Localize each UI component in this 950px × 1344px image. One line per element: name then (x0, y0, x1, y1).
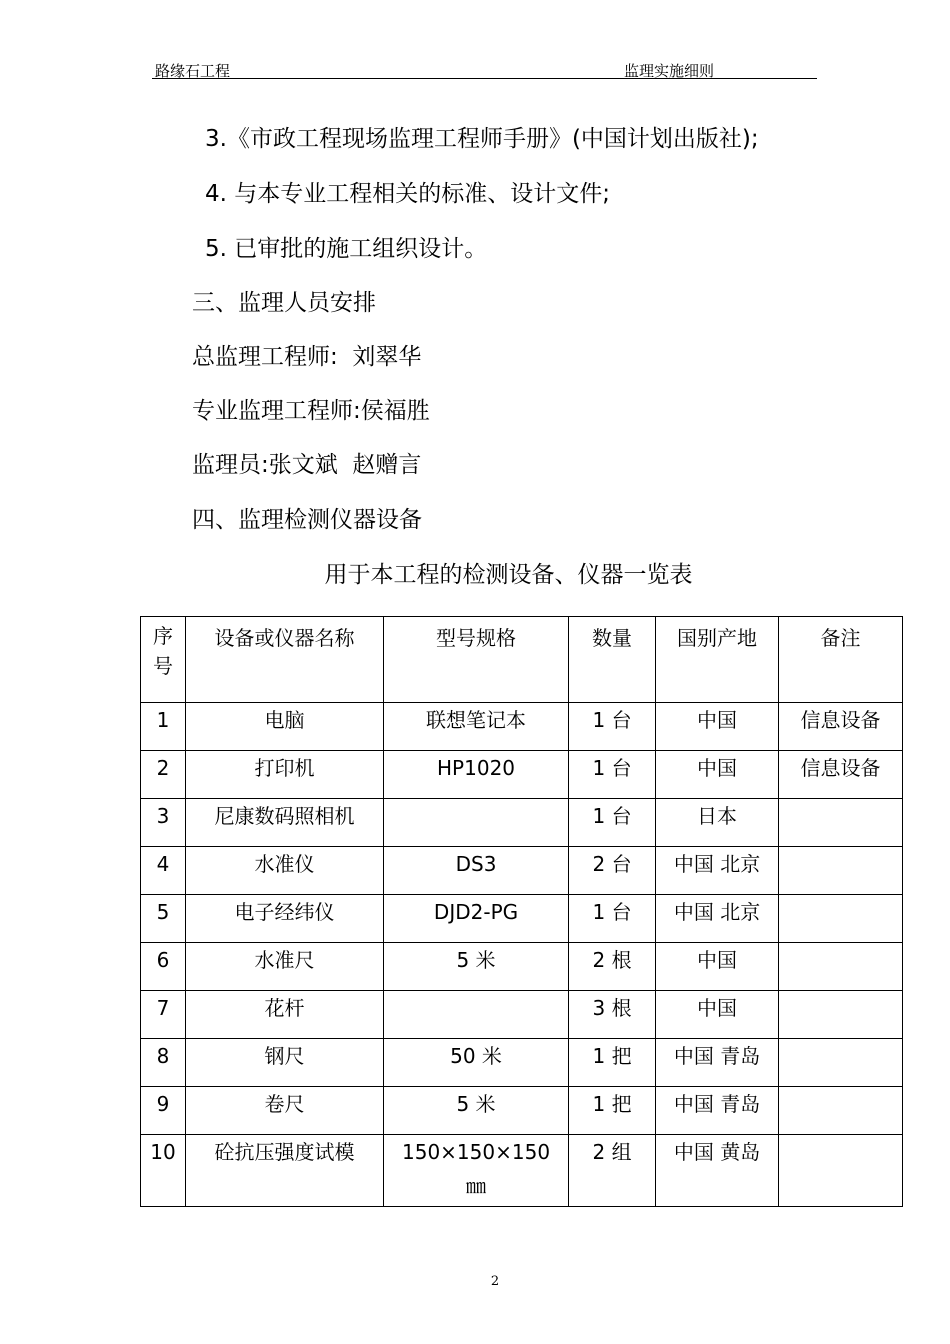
cell-quantity: 1 台 (569, 751, 656, 799)
cell-quantity: 1 把 (569, 1039, 656, 1087)
cell-origin: 中国 (656, 703, 779, 751)
section-heading-staff: 三、监理人员安排 (192, 290, 376, 316)
cell-name: 尼康数码照相机 (186, 799, 384, 847)
column-header-remarks: 备注 (779, 617, 903, 703)
table-row (141, 1087, 903, 1135)
cell-index: 4 (141, 847, 186, 895)
reference-item-4: 4. 与本专业工程相关的标准、设计文件; (205, 181, 611, 207)
cell-quantity: 2 组 (569, 1135, 656, 1207)
header-rule (152, 78, 817, 79)
table-row (141, 1135, 903, 1207)
cell-index: 8 (141, 1039, 186, 1087)
supervisors-line: 监理员:张文斌 赵赠言 (192, 452, 422, 478)
page-number: 2 (490, 1274, 500, 1289)
cell-origin: 中国 青岛 (656, 1087, 779, 1135)
cell-quantity: 1 台 (569, 799, 656, 847)
cell-quantity: 1 台 (569, 703, 656, 751)
table-row (141, 943, 903, 991)
cell-remarks (779, 1087, 903, 1135)
cell-model: DS3 (384, 847, 569, 895)
cell-remarks (779, 847, 903, 895)
cell-origin: 中国 (656, 991, 779, 1039)
cell-index: 1 (141, 703, 186, 751)
table-title: 用于本工程的检测设备、仪器一览表 (324, 562, 693, 588)
cell-quantity: 2 根 (569, 943, 656, 991)
cell-remarks (779, 895, 903, 943)
cell-name: 电子经纬仪 (186, 895, 384, 943)
chief-engineer-line: 总监理工程师: 刘翠华 (192, 344, 422, 370)
cell-model: 5 米 (384, 1087, 569, 1135)
cell-remarks (779, 991, 903, 1039)
cell-origin: 日本 (656, 799, 779, 847)
table-row (141, 895, 903, 943)
cell-origin: 中国 黄岛 (656, 1135, 779, 1207)
cell-index: 6 (141, 943, 186, 991)
cell-remarks: 信息设备 (779, 751, 903, 799)
cell-origin: 中国 北京 (656, 895, 779, 943)
cell-name: 水准仪 (186, 847, 384, 895)
reference-item-5: 5. 已审批的施工组织设计。 (205, 236, 488, 262)
column-header-name: 设备或仪器名称 (186, 617, 384, 703)
cell-model: HP1020 (384, 751, 569, 799)
header-project-name: 路缘石工程 (155, 62, 231, 80)
cell-index: 3 (141, 799, 186, 847)
cell-remarks (779, 943, 903, 991)
cell-origin: 中国 青岛 (656, 1039, 779, 1087)
cell-index: 10 (141, 1135, 186, 1207)
cell-quantity: 2 台 (569, 847, 656, 895)
table-row (141, 847, 903, 895)
cell-name: 水准尺 (186, 943, 384, 991)
table-row (141, 1039, 903, 1087)
cell-model (384, 799, 569, 847)
table-row (141, 991, 903, 1039)
column-header-index: 序号 (141, 617, 186, 703)
specialist-engineer-line: 专业监理工程师:侯福胜 (192, 398, 430, 424)
equipment-table (140, 616, 903, 1207)
cell-remarks (779, 1039, 903, 1087)
cell-name: 电脑 (186, 703, 384, 751)
table-row (141, 799, 903, 847)
table-row (141, 703, 903, 751)
cell-model (384, 991, 569, 1039)
cell-quantity: 1 台 (569, 895, 656, 943)
cell-origin: 中国 (656, 751, 779, 799)
column-header-origin: 国别产地 (656, 617, 779, 703)
cell-model: 150×150×150 ㎜ (384, 1135, 569, 1207)
cell-name: 钢尺 (186, 1039, 384, 1087)
column-header-quantity: 数量 (569, 617, 656, 703)
cell-model: 5 米 (384, 943, 569, 991)
reference-item-3: 3.《市政工程现场监理工程师手册》(中国计划出版社); (205, 126, 759, 152)
cell-index: 9 (141, 1087, 186, 1135)
cell-quantity: 1 把 (569, 1087, 656, 1135)
cell-model: 联想笔记本 (384, 703, 569, 751)
cell-index: 5 (141, 895, 186, 943)
header-document-type: 监理实施细则 (624, 62, 715, 80)
cell-name: 卷尺 (186, 1087, 384, 1135)
cell-name: 打印机 (186, 751, 384, 799)
cell-model: 50 米 (384, 1039, 569, 1087)
cell-name: 砼抗压强度试模 (186, 1135, 384, 1207)
cell-remarks: 信息设备 (779, 703, 903, 751)
cell-index: 2 (141, 751, 186, 799)
table-row (141, 751, 903, 799)
cell-index: 7 (141, 991, 186, 1039)
cell-name: 花杆 (186, 991, 384, 1039)
cell-origin: 中国 (656, 943, 779, 991)
section-heading-equipment: 四、监理检测仪器设备 (192, 507, 422, 533)
cell-remarks (779, 1135, 903, 1207)
table-header-row (141, 617, 903, 703)
cell-quantity: 3 根 (569, 991, 656, 1039)
cell-model: DJD2-PG (384, 895, 569, 943)
cell-origin: 中国 北京 (656, 847, 779, 895)
cell-remarks (779, 799, 903, 847)
column-header-model: 型号规格 (384, 617, 569, 703)
